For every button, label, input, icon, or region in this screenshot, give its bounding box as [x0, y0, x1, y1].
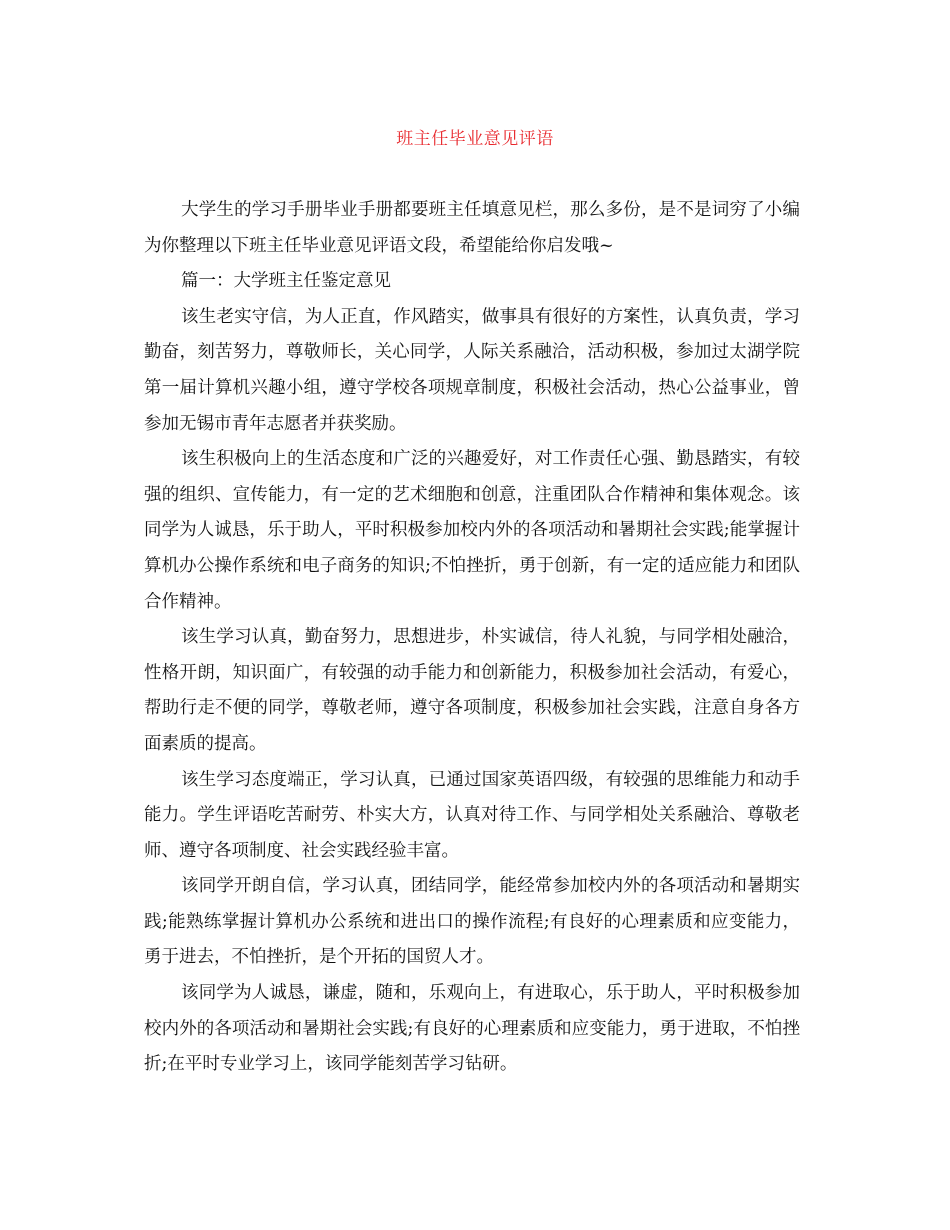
document-title: 班主任毕业意见评语 [396, 129, 554, 149]
paragraph-intro: 大学生的学习手册毕业手册都要班主任填意见栏，那么多份，是不是词穷了小编为你整理以下班主任毕业意见评语文段，希望能给你启发哦~ [144, 200, 800, 256]
document-body [144, 193, 800, 1083]
paragraph: 该生学习态度端正，学习认真，已通过国家英语四级，有较强的思维能力和动手能力。学生评语吃苦耐劳、朴实大方，认真对待工作、与同学相处关系融洽、尊敬老师、遵守各项制度、社会实践经验丰富。 [144, 769, 800, 861]
paragraph: 该同学开朗自信，学习认真，团结同学，能经常参加校内外的各项活动和暑期实践;能熟练掌握计算机办公系统和进出口的操作流程;有良好的心理素质和应变能力，勇于进去，不怕挫折，是个开拓的国贸人才。 [144, 876, 800, 968]
paragraph: 该生积极向上的生活态度和广泛的兴趣爱好，对工作责任心强、勤恳踏实，有较强的组织、宣传能力，有一定的艺术细胞和创意，注重团队合作精神和集体观念。该同学为人诚恳，乐于助人，平时积极参加校内外的各项活动和暑期社会实践;能掌握计算机办公操作系统和电子商务的知识;不怕挫折，勇于创新，有一定的适应能力和团队合作精神。 [144, 449, 800, 612]
paragraph: 该同学为人诚恳，谦虚，随和，乐观向上，有进取心，乐于助人，平时积极参加校内外的各项活动和暑期社会实践;有良好的心理素质和应变能力，勇于进取，不怕挫折;在平时专业学习上，该同学能刻苦学习钻研。 [144, 983, 800, 1075]
paragraph: 该生老实守信，为人正直，作风踏实，做事具有很好的方案性，认真负责，学习勤奋，刻苦努力，尊敬师长，关心同学，人际关系融洽，活动积极，参加过太湖学院 第一届计算机兴趣小组，遵守学校各项规章制度，积极社会活动，热心公益事业，曾参加无锡市青年志愿者并获奖励。 [144, 306, 800, 434]
paragraph: 该生学习认真，勤奋努力，思想进步，朴实诚信，待人礼貌，与同学相处融洽，性格开朗，知识面广，有较强的动手能力和创新能力，积极参加社会活动，有爱心，帮助行走不便的同学，尊敬老师，遵守各项制度，积极参加社会实践，注意自身各方面素质的提高。 [144, 627, 800, 754]
section-heading: 篇一：大学班主任鉴定意见 [181, 271, 391, 292]
